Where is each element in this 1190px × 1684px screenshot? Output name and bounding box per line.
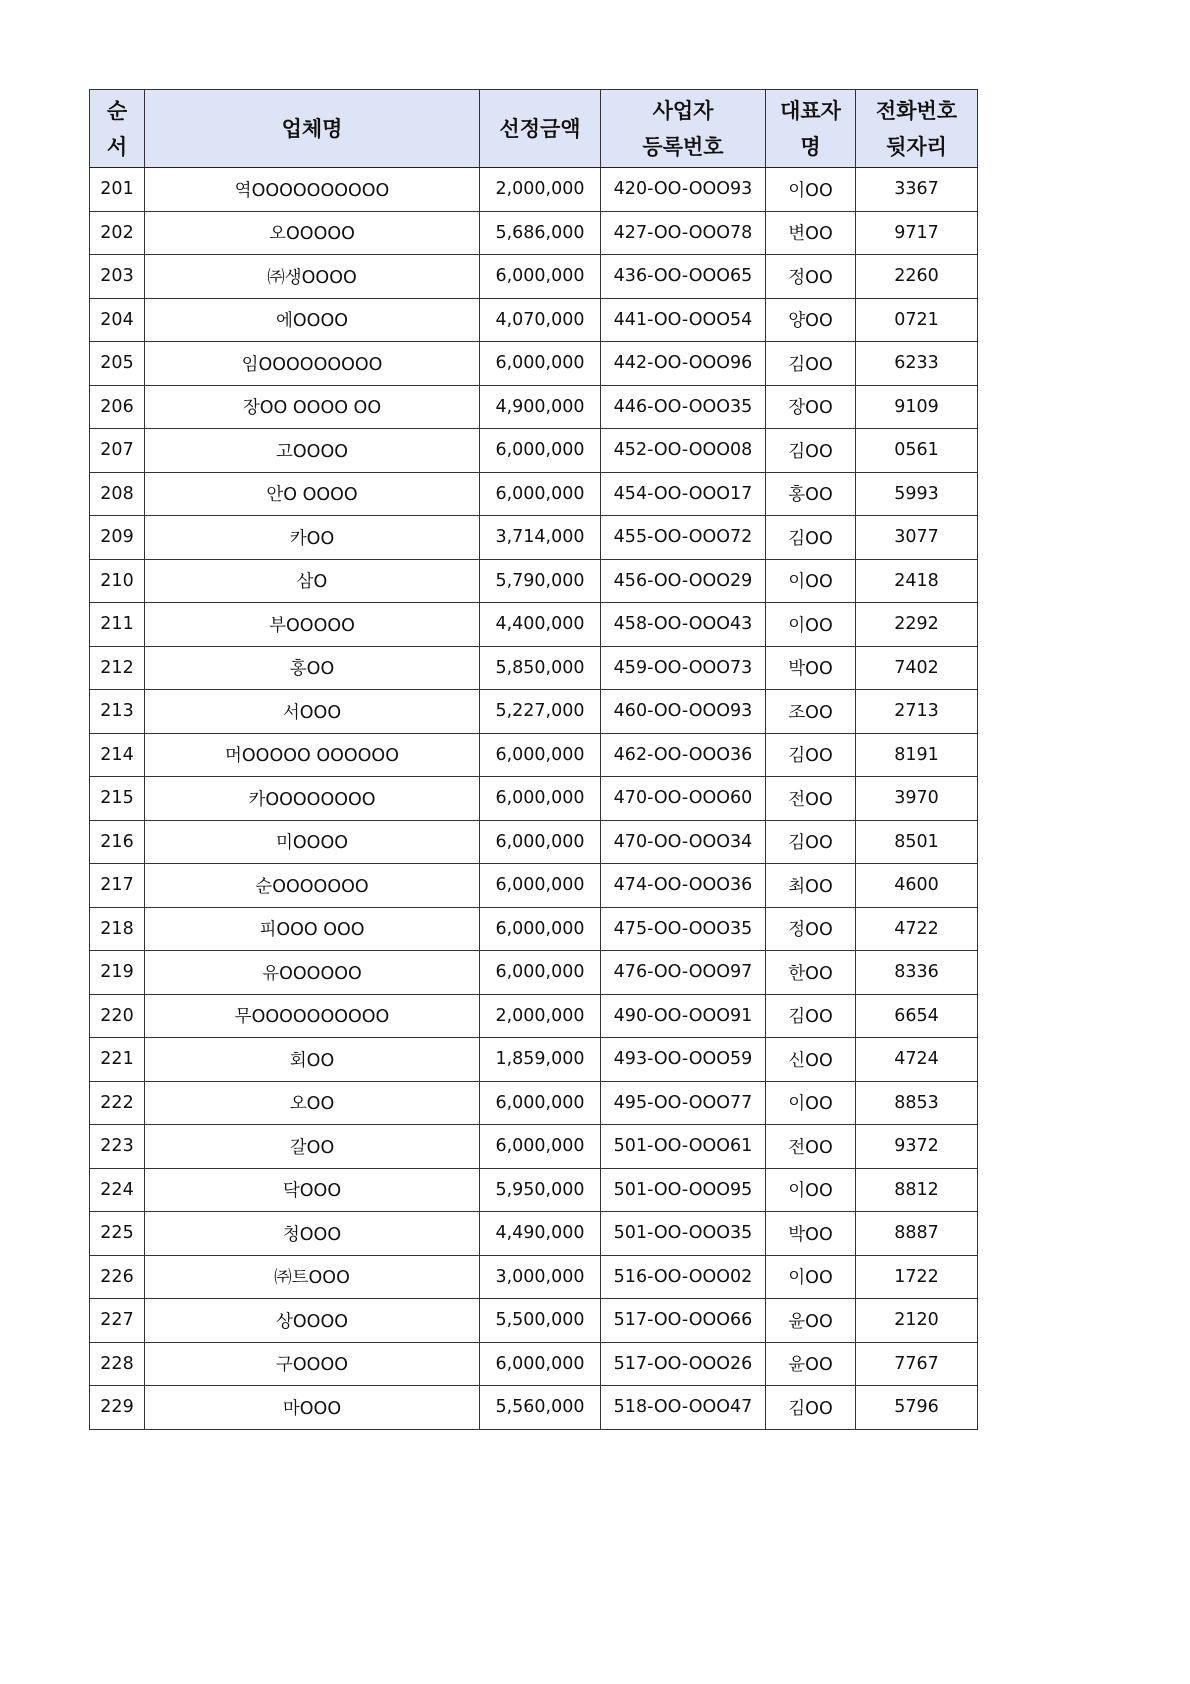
- cell-index: 224: [90, 1168, 145, 1212]
- cell-company-name: 갈OO: [145, 1125, 480, 1169]
- cell-business-reg-number: 460-OO-OOO93: [601, 690, 766, 734]
- header-label-line: 업체명: [281, 116, 343, 141]
- cell-selected-amount: 6,000,000: [480, 820, 601, 864]
- cell-index: 204: [90, 298, 145, 342]
- table-row: [90, 298, 978, 342]
- cell-representative-name: 정OO: [766, 907, 856, 951]
- cell-company-name: 청OOO: [145, 1212, 480, 1256]
- cell-company-name: 순OOOOOOO: [145, 864, 480, 908]
- cell-company-name: 에OOOO: [145, 298, 480, 342]
- cell-phone-last-digits: 9717: [856, 211, 978, 255]
- cell-phone-last-digits: 8812: [856, 1168, 978, 1212]
- cell-business-reg-number: 452-OO-OOO08: [601, 429, 766, 473]
- cell-selected-amount: 6,000,000: [480, 951, 601, 995]
- table-row: [90, 994, 978, 1038]
- cell-business-reg-number: 427-OO-OOO78: [601, 211, 766, 255]
- cell-index: 216: [90, 820, 145, 864]
- cell-index: 208: [90, 472, 145, 516]
- cell-phone-last-digits: 6654: [856, 994, 978, 1038]
- cell-company-name: 카OO: [145, 516, 480, 560]
- cell-representative-name: 김OO: [766, 820, 856, 864]
- table-row: [90, 646, 978, 690]
- table-row: [90, 472, 978, 516]
- header-label-line: 사업자: [652, 98, 714, 123]
- cell-representative-name: 김OO: [766, 342, 856, 386]
- cell-index: 227: [90, 1299, 145, 1343]
- header-label-line: 대표자: [780, 98, 841, 123]
- cell-index: 228: [90, 1342, 145, 1386]
- table-row: [90, 1168, 978, 1212]
- cell-selected-amount: 1,859,000: [480, 1038, 601, 1082]
- table-row: [90, 733, 978, 777]
- cell-representative-name: 신OO: [766, 1038, 856, 1082]
- table-row: [90, 516, 978, 560]
- cell-phone-last-digits: 8501: [856, 820, 978, 864]
- cell-company-name: 상OOOO: [145, 1299, 480, 1343]
- cell-index: 214: [90, 733, 145, 777]
- cell-company-name: 역OOOOOOOOOO: [145, 168, 480, 212]
- cell-selected-amount: 5,500,000: [480, 1299, 601, 1343]
- cell-company-name: 삼O: [145, 559, 480, 603]
- cell-company-name: 부OOOOO: [145, 603, 480, 647]
- cell-business-reg-number: 458-OO-OOO43: [601, 603, 766, 647]
- cell-phone-last-digits: 9109: [856, 385, 978, 429]
- cell-selected-amount: 3,714,000: [480, 516, 601, 560]
- cell-company-name: 마OOO: [145, 1386, 480, 1430]
- cell-representative-name: 이OO: [766, 1081, 856, 1125]
- cell-company-name: 머OOOOO OOOOOO: [145, 733, 480, 777]
- table-row: [90, 168, 978, 212]
- cell-company-name: 무OOOOOOOOOO: [145, 994, 480, 1038]
- cell-phone-last-digits: 8887: [856, 1212, 978, 1256]
- cell-selected-amount: 5,686,000: [480, 211, 601, 255]
- cell-selected-amount: 5,560,000: [480, 1386, 601, 1430]
- cell-index: 211: [90, 603, 145, 647]
- cell-business-reg-number: 456-OO-OOO29: [601, 559, 766, 603]
- cell-business-reg-number: 495-OO-OOO77: [601, 1081, 766, 1125]
- table-row: [90, 1299, 978, 1343]
- cell-company-name: 임OOOOOOOOO: [145, 342, 480, 386]
- cell-index: 206: [90, 385, 145, 429]
- table-row: [90, 1212, 978, 1256]
- cell-phone-last-digits: 9372: [856, 1125, 978, 1169]
- table-row: [90, 342, 978, 386]
- header-label-line: 등록번호: [642, 134, 724, 159]
- cell-phone-last-digits: 0561: [856, 429, 978, 473]
- cell-representative-name: 김OO: [766, 1386, 856, 1430]
- cell-selected-amount: 5,790,000: [480, 559, 601, 603]
- cell-index: 205: [90, 342, 145, 386]
- cell-selected-amount: 2,000,000: [480, 994, 601, 1038]
- header-label-line: 명: [800, 134, 821, 159]
- cell-business-reg-number: 442-OO-OOO96: [601, 342, 766, 386]
- vendor-selection-table: [89, 89, 978, 1430]
- cell-index: 217: [90, 864, 145, 908]
- cell-representative-name: 윤OO: [766, 1299, 856, 1343]
- cell-company-name: 회OO: [145, 1038, 480, 1082]
- cell-representative-name: 김OO: [766, 733, 856, 777]
- cell-phone-last-digits: 2260: [856, 255, 978, 299]
- table-row: [90, 1081, 978, 1125]
- cell-representative-name: 이OO: [766, 1255, 856, 1299]
- table-row: [90, 429, 978, 473]
- header-business-reg-number: [601, 90, 766, 168]
- cell-index: 221: [90, 1038, 145, 1082]
- cell-representative-name: 조OO: [766, 690, 856, 734]
- cell-index: 207: [90, 429, 145, 473]
- header-row: [90, 90, 978, 168]
- cell-index: 201: [90, 168, 145, 212]
- cell-business-reg-number: 455-OO-OOO72: [601, 516, 766, 560]
- cell-selected-amount: 5,950,000: [480, 1168, 601, 1212]
- cell-selected-amount: 6,000,000: [480, 864, 601, 908]
- cell-phone-last-digits: 4724: [856, 1038, 978, 1082]
- cell-business-reg-number: 441-OO-OOO54: [601, 298, 766, 342]
- table-row: [90, 255, 978, 299]
- table-row: [90, 951, 978, 995]
- header-label-line: 순: [106, 98, 128, 123]
- cell-phone-last-digits: 8191: [856, 733, 978, 777]
- cell-index: 202: [90, 211, 145, 255]
- table-row: [90, 559, 978, 603]
- table-row: [90, 777, 978, 821]
- table-row: [90, 690, 978, 734]
- cell-company-name: 카OOOOOOOO: [145, 777, 480, 821]
- cell-index: 219: [90, 951, 145, 995]
- cell-selected-amount: 4,900,000: [480, 385, 601, 429]
- table-row: [90, 603, 978, 647]
- header-label-line: 전화번호: [875, 98, 958, 123]
- cell-business-reg-number: 475-OO-OOO35: [601, 907, 766, 951]
- table-header: [90, 90, 978, 168]
- cell-phone-last-digits: 8853: [856, 1081, 978, 1125]
- cell-business-reg-number: 436-OO-OOO65: [601, 255, 766, 299]
- cell-representative-name: 김OO: [766, 516, 856, 560]
- cell-index: 209: [90, 516, 145, 560]
- cell-selected-amount: 3,000,000: [480, 1255, 601, 1299]
- cell-phone-last-digits: 7402: [856, 646, 978, 690]
- cell-representative-name: 최OO: [766, 864, 856, 908]
- cell-representative-name: 김OO: [766, 429, 856, 473]
- cell-representative-name: 정OO: [766, 255, 856, 299]
- header-label-line: 선정금액: [499, 116, 581, 141]
- cell-company-name: 유OOOOOO: [145, 951, 480, 995]
- cell-company-name: 닥OOO: [145, 1168, 480, 1212]
- cell-representative-name: 이OO: [766, 559, 856, 603]
- cell-phone-last-digits: 3077: [856, 516, 978, 560]
- cell-index: 212: [90, 646, 145, 690]
- cell-selected-amount: 6,000,000: [480, 472, 601, 516]
- cell-business-reg-number: 474-OO-OOO36: [601, 864, 766, 908]
- cell-phone-last-digits: 2292: [856, 603, 978, 647]
- cell-company-name: 홍OO: [145, 646, 480, 690]
- cell-selected-amount: 2,000,000: [480, 168, 601, 212]
- cell-business-reg-number: 493-OO-OOO59: [601, 1038, 766, 1082]
- cell-selected-amount: 6,000,000: [480, 907, 601, 951]
- header-company-name: [145, 90, 480, 168]
- cell-phone-last-digits: 8336: [856, 951, 978, 995]
- cell-representative-name: 이OO: [766, 603, 856, 647]
- table-row: [90, 1125, 978, 1169]
- cell-phone-last-digits: 3367: [856, 168, 978, 212]
- cell-selected-amount: 6,000,000: [480, 733, 601, 777]
- cell-business-reg-number: 517-OO-OOO26: [601, 1342, 766, 1386]
- cell-business-reg-number: 470-OO-OOO60: [601, 777, 766, 821]
- cell-company-name: 구OOOO: [145, 1342, 480, 1386]
- cell-selected-amount: 6,000,000: [480, 429, 601, 473]
- table-row: [90, 211, 978, 255]
- cell-index: 222: [90, 1081, 145, 1125]
- cell-business-reg-number: 459-OO-OOO73: [601, 646, 766, 690]
- cell-company-name: ㈜생OOOO: [145, 255, 480, 299]
- cell-selected-amount: 4,070,000: [480, 298, 601, 342]
- cell-representative-name: 김OO: [766, 994, 856, 1038]
- cell-index: 215: [90, 777, 145, 821]
- cell-business-reg-number: 446-OO-OOO35: [601, 385, 766, 429]
- cell-company-name: 서OOO: [145, 690, 480, 734]
- cell-business-reg-number: 420-OO-OOO93: [601, 168, 766, 212]
- cell-selected-amount: 6,000,000: [480, 342, 601, 386]
- cell-phone-last-digits: 3970: [856, 777, 978, 821]
- cell-representative-name: 한OO: [766, 951, 856, 995]
- cell-selected-amount: 5,850,000: [480, 646, 601, 690]
- table-row: [90, 1342, 978, 1386]
- cell-index: 225: [90, 1212, 145, 1256]
- cell-selected-amount: 5,227,000: [480, 690, 601, 734]
- cell-business-reg-number: 518-OO-OOO47: [601, 1386, 766, 1430]
- header-index: [90, 90, 145, 168]
- cell-representative-name: 변OO: [766, 211, 856, 255]
- table-row: [90, 864, 978, 908]
- cell-business-reg-number: 516-OO-OOO02: [601, 1255, 766, 1299]
- cell-business-reg-number: 490-OO-OOO91: [601, 994, 766, 1038]
- cell-index: 203: [90, 255, 145, 299]
- cell-representative-name: 박OO: [766, 646, 856, 690]
- cell-representative-name: 전OO: [766, 777, 856, 821]
- cell-representative-name: 박OO: [766, 1212, 856, 1256]
- cell-representative-name: 이OO: [766, 168, 856, 212]
- cell-selected-amount: 6,000,000: [480, 1342, 601, 1386]
- table-row: [90, 907, 978, 951]
- cell-phone-last-digits: 1722: [856, 1255, 978, 1299]
- cell-company-name: 고OOOO: [145, 429, 480, 473]
- cell-business-reg-number: 462-OO-OOO36: [601, 733, 766, 777]
- cell-index: 223: [90, 1125, 145, 1169]
- cell-company-name: ㈜트OOO: [145, 1255, 480, 1299]
- cell-phone-last-digits: 5993: [856, 472, 978, 516]
- cell-selected-amount: 6,000,000: [480, 777, 601, 821]
- header-label-line: 서: [106, 134, 128, 159]
- cell-index: 226: [90, 1255, 145, 1299]
- cell-selected-amount: 6,000,000: [480, 1125, 601, 1169]
- cell-index: 213: [90, 690, 145, 734]
- cell-representative-name: 이OO: [766, 1168, 856, 1212]
- cell-phone-last-digits: 0721: [856, 298, 978, 342]
- cell-selected-amount: 6,000,000: [480, 1081, 601, 1125]
- cell-business-reg-number: 517-OO-OOO66: [601, 1299, 766, 1343]
- cell-representative-name: 양OO: [766, 298, 856, 342]
- cell-index: 210: [90, 559, 145, 603]
- table-row: [90, 1386, 978, 1430]
- header-phone-last-digits: [856, 90, 978, 168]
- cell-index: 220: [90, 994, 145, 1038]
- cell-phone-last-digits: 2418: [856, 559, 978, 603]
- cell-phone-last-digits: 2120: [856, 1299, 978, 1343]
- cell-representative-name: 장OO: [766, 385, 856, 429]
- header-selected-amount: [480, 90, 601, 168]
- cell-company-name: 안O OOOO: [145, 472, 480, 516]
- table-body: [90, 168, 978, 1430]
- cell-business-reg-number: 454-OO-OOO17: [601, 472, 766, 516]
- table-row: [90, 820, 978, 864]
- cell-phone-last-digits: 6233: [856, 342, 978, 386]
- cell-business-reg-number: 470-OO-OOO34: [601, 820, 766, 864]
- cell-business-reg-number: 501-OO-OOO35: [601, 1212, 766, 1256]
- cell-phone-last-digits: 5796: [856, 1386, 978, 1430]
- cell-representative-name: 전OO: [766, 1125, 856, 1169]
- cell-selected-amount: 4,490,000: [480, 1212, 601, 1256]
- cell-phone-last-digits: 7767: [856, 1342, 978, 1386]
- header-label-line: 뒷자리: [886, 134, 947, 159]
- table-row: [90, 1255, 978, 1299]
- cell-company-name: 장OO OOOO OO: [145, 385, 480, 429]
- cell-phone-last-digits: 4722: [856, 907, 978, 951]
- cell-business-reg-number: 501-OO-OOO61: [601, 1125, 766, 1169]
- cell-phone-last-digits: 4600: [856, 864, 978, 908]
- cell-selected-amount: 6,000,000: [480, 255, 601, 299]
- cell-company-name: 피OOO OOO: [145, 907, 480, 951]
- cell-company-name: 미OOOO: [145, 820, 480, 864]
- table-row: [90, 1038, 978, 1082]
- cell-company-name: 오OO: [145, 1081, 480, 1125]
- cell-selected-amount: 4,400,000: [480, 603, 601, 647]
- cell-representative-name: 윤OO: [766, 1342, 856, 1386]
- cell-representative-name: 홍OO: [766, 472, 856, 516]
- cell-company-name: 오OOOOO: [145, 211, 480, 255]
- cell-business-reg-number: 476-OO-OOO97: [601, 951, 766, 995]
- cell-index: 218: [90, 907, 145, 951]
- cell-index: 229: [90, 1386, 145, 1430]
- cell-phone-last-digits: 2713: [856, 690, 978, 734]
- table-row: [90, 385, 978, 429]
- header-representative-name: [766, 90, 856, 168]
- cell-business-reg-number: 501-OO-OOO95: [601, 1168, 766, 1212]
